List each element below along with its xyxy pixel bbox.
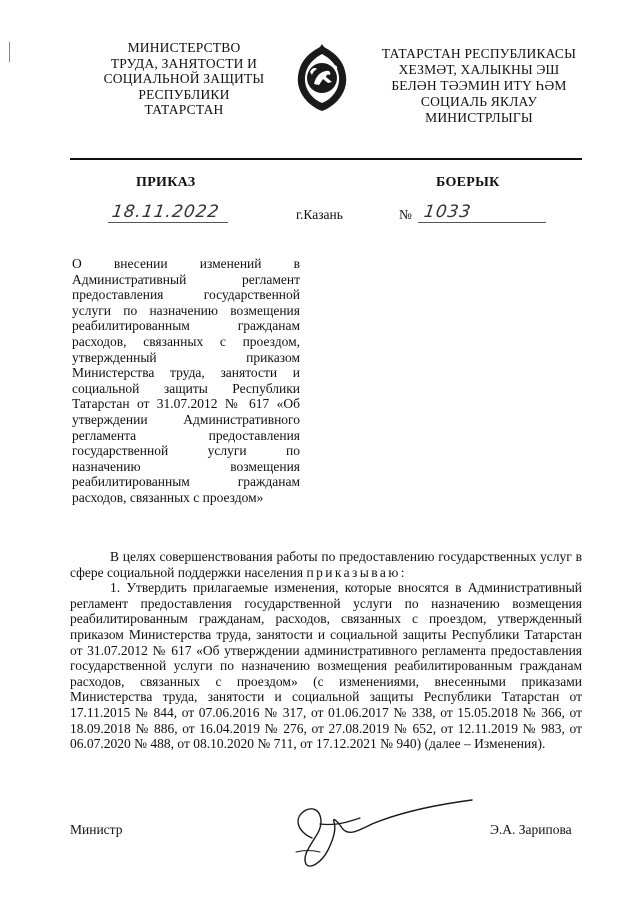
subject-line: назначению возмещения [72, 458, 300, 474]
subject-line: государственной услуги по [72, 443, 300, 459]
subject-line: Министерства труда, занятости и [72, 365, 300, 381]
date-underline [108, 222, 228, 223]
subject-line: реабилитированным гражданам [72, 474, 300, 490]
ministry-name-ru-line: ТРУДА, ЗАНЯТОСТИ И [110, 55, 258, 71]
subject-line: утвержденный приказом [72, 349, 300, 365]
ministry-name-tt [360, 46, 598, 126]
order-body [70, 549, 582, 752]
subject-line: утверждении Административного [72, 411, 300, 427]
subject-line: Административный регламент [72, 271, 300, 287]
scan-mark [9, 42, 10, 62]
ministry-name-tt-line: СОЦИАЛЬ ЯКЛАУ [420, 94, 538, 109]
ministry-name-ru-line: МИНИСТЕРСТВО [127, 40, 241, 55]
order-word: приказываю: [306, 564, 407, 580]
ministry-name-ru-line: ТАТАРСТАН [144, 102, 224, 117]
handwritten-signature [276, 792, 486, 872]
ministry-name-tt-line: БЕЛӘН ТӘЭМИН ИТҮ ҺӘМ [391, 78, 567, 93]
signatory-role: Министр [70, 822, 123, 837]
handwritten-date: 18.11.2022 [110, 202, 221, 222]
coat-of-arms-icon [292, 42, 352, 114]
ministry-name-ru-line: СОЦИАЛЬНОЙ ЗАЩИТЫ [103, 71, 265, 86]
header-divider [70, 158, 582, 160]
subject-line: услуги по назначению возмещения [72, 302, 300, 318]
order-subject [72, 256, 300, 506]
preamble-text: В целях совершенствования работы по предоставлению государственных услуг в сфере социальной поддержки населения [70, 549, 582, 580]
number-label: № [399, 207, 412, 222]
ministry-name-tt-line: МИНИСТРЛЫГЫ [425, 110, 533, 125]
doc-title-ru: ПРИКАЗ [136, 175, 196, 190]
subject-line: Татарстан от 31.07.2012 № 617 «Об [72, 396, 300, 412]
subject-line: расходов, связанных с проездом, [72, 333, 300, 349]
order-item-1: 1. Утвердить прилагаемые изменения, которые вносятся в Административный регламент предоставления государственной услуги по назначению возмещения реабилитированным гражданам, расходов, связанных с проездом, утвержденный приказом Министерства труда, занятости и социальной защиты Республики Татарстан от 31.07.2012 № 617 «Об утверждении административного регламента предоставления государственной услуги по назначению возмещения реабилитированным гражданам расходов, связанных с проездом» (с изменениями, внесенными приказами Министерства труда, занятости и социальной защиты Республики Татарстан от 17.11.2015 № 844, от 07.06.2016 № 317, от 01.06.2017 № 338, от 15.05.2018 № 366, от 18.09.2018 № 886, от 16.04.2019 № 276, от 27.08.2019 № 652, от 12.11.2019 № 983, от 06.07.2020 № 488, от 08.10.2020 № 711, от 17.12.2021 № 940) (далее – Изменения). [70, 580, 582, 752]
city: г.Казань [296, 207, 343, 222]
preamble [70, 549, 582, 580]
number-underline [418, 222, 546, 223]
doc-title-tt: БОЕРЫК [436, 175, 500, 190]
ministry-name-tt-line: ТАТАРСТАН РЕСПУБЛИКАСЫ [381, 46, 577, 61]
subject-line: предоставления государственной [72, 287, 300, 303]
ministry-name-ru-line: РЕСПУБЛИКИ [138, 86, 230, 102]
subject-line: расходов, связанных с проездом» [72, 489, 264, 505]
handwritten-number: 1033 [422, 202, 473, 222]
subject-line: регламента предоставления [72, 427, 300, 443]
signatory-name: Э.А. Зарипова [490, 822, 572, 837]
subject-line: О внесении изменений в [72, 256, 300, 271]
ministry-name-tt-line: ХЕЗМӘТ, ХАЛЫКНЫ ЭШ [398, 62, 560, 77]
ministry-name-ru [92, 40, 276, 118]
subject-line: социальной защиты Республики [72, 380, 300, 396]
subject-line: реабилитированным гражданам [72, 318, 300, 334]
